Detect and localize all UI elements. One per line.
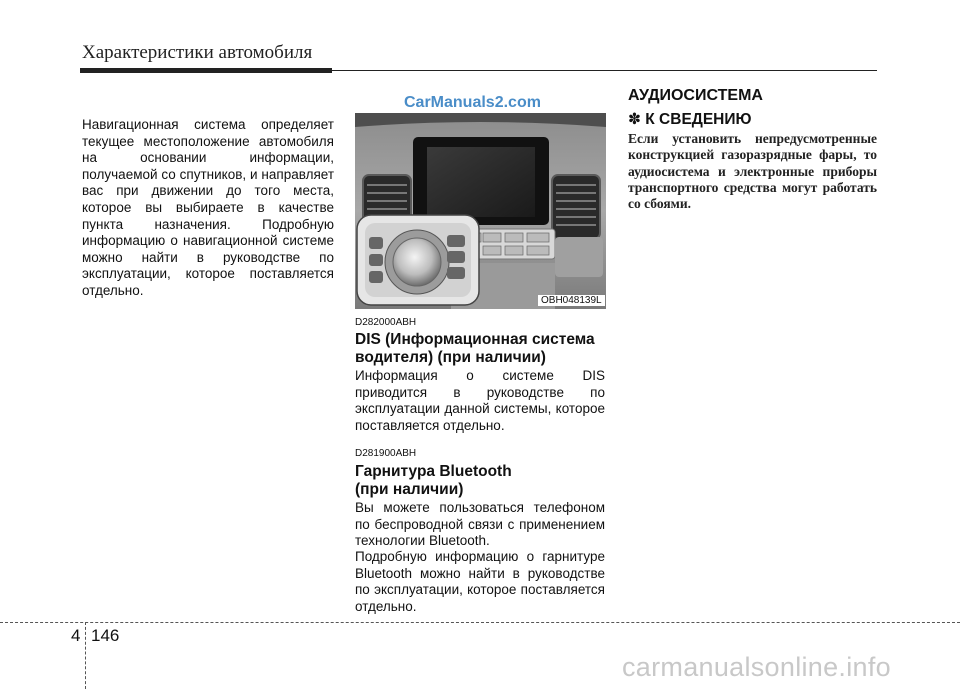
photo-caption: OBH048139L — [538, 295, 605, 306]
header-rule-thick — [80, 68, 332, 73]
dis-heading: DIS (Информационная система водителя) (при наличии) — [355, 331, 595, 366]
section-code-bluetooth: D281900ABH — [355, 448, 417, 459]
header-rule-thin — [332, 70, 877, 71]
notice-heading: ✽ К СВЕДЕНИЮ — [628, 111, 752, 128]
intro-paragraph: Навигационная система определяет текущее местоположение автомобиля на основании информации, получаемой со спутников, и направляет вас при движении до того места, которое вы выбираете в качестве пункта назначения. Подробную информацию о навигационной системе можно найти в руководстве по эксплуатации, которое поставляется отдельно. — [82, 117, 334, 298]
page-header-title: Характеристики автомобиля — [82, 42, 313, 63]
section-code-dis: D282000ABH — [355, 317, 417, 328]
footer-page-number: 146 — [91, 626, 120, 645]
dashboard-photo — [355, 113, 606, 309]
bluetooth-heading — [355, 463, 607, 499]
footer-rule — [0, 622, 960, 623]
site-watermark[interactable]: CarManuals2.com — [404, 94, 541, 111]
bluetooth-heading-line2: (при наличии) — [355, 481, 464, 498]
notice-paragraph: Если установить непредусмотренные конструкцией газоразрядные фары, то аудиосистема и электронные приборы транспортного средства могут работать со сбоями. — [628, 131, 877, 212]
footer-chapter-number: 4 — [71, 626, 81, 645]
right-vent — [552, 175, 600, 239]
bluetooth-heading-line1: Гарнитура Bluetooth — [355, 463, 512, 480]
bottom-watermark: carmanualsonline.info — [622, 652, 891, 682]
bluetooth-paragraph-2: Подробную информацию о гарнитуре Bluetooth можно найти в руководстве по эксплуатации, которое поставляется отдельно. — [355, 549, 605, 614]
bluetooth-paragraph-1: Вы можете пользоваться телефоном по беспроводной связи с применением технологии Bluetooth. — [355, 500, 605, 549]
dis-paragraph: Информация о системе DIS приводится в руководстве по эксплуатации данной системы, которое поставляется отдельно. — [355, 368, 605, 433]
footer-divider — [85, 622, 86, 689]
audio-section-title: АУДИОСИСТЕМА — [628, 87, 763, 104]
